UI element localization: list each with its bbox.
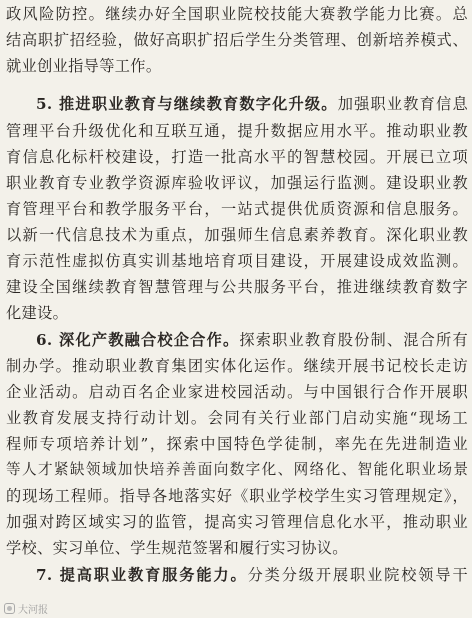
section-title: 6. 深化产教融合校企合作。 <box>36 331 240 349</box>
text-line: 等人才紧缺领域加快培养善面向数字化、网络化、智能化职业场景 <box>6 461 468 478</box>
watermark-logo-icon <box>4 603 15 614</box>
text-line: 政风险防控。继续办好全国职业院校技能大赛教学能力比赛。总 <box>6 5 468 23</box>
text-line: 化建设。 <box>6 304 69 322</box>
text-line: 管理平台升级优化和互联互通，提升数据应用水平。推动职业教 <box>6 122 468 140</box>
text-line: 程师专项培养计划”，探索中国特色学徒制，率先在先进制造业 <box>6 435 468 453</box>
section-heading-5: 5. 推进职业教育与继续教育数字化升级。加强职业教育信息 <box>36 95 468 113</box>
text-line: 业教育发展支持行动计划。会同有关行业部门启动实施“现场工 <box>6 409 468 427</box>
section-heading-7: 7. 提高职业教育服务能力。分类分级开展职业院校领导干 <box>36 566 468 584</box>
text-line: 结高职扩招经验，做好高职扩招后学生分类管理、创新培养模式、 <box>6 31 468 49</box>
section-title: 5. 推进职业教育与继续教育数字化升级。 <box>36 95 338 113</box>
text-line: 加强对跨区域实习的监管，提高实习管理信息化水平，推动职业 <box>6 513 468 531</box>
text-line: 的现场工程师。指导各地落实好《职业学校学生实习管理规定》， <box>6 487 468 505</box>
text-line: 育示范性虚拟仿真实训基地培育项目建设，开展建设成效监测。 <box>6 252 468 270</box>
text-line: 制办学。推动职业教育集团实体化运作。继续开展书记校长走访 <box>6 357 468 375</box>
text-line: 育信息化标杆校建设，打造一批高水平的智慧校园。开展已立项 <box>6 148 468 166</box>
text-line: 学校、实习单位、学生规范签署和履行实习协议。 <box>6 539 348 557</box>
watermark <box>4 601 48 616</box>
text-line: 职业教育专业教学资源库验收评议，加强运行监测。建设职业教 <box>6 174 468 192</box>
text-line: 育管理平台和教学服务平台，一站式提供优质资源和信息服务。 <box>6 200 468 218</box>
text-line: 企业活动。启动百名企业家进校园活动。与中国银行合作开展职 <box>6 383 468 401</box>
section-heading-6: 6. 深化产教融合校企合作。探索职业教育股份制、混合所有 <box>36 331 468 349</box>
text-line: 就业创业指导等工作。 <box>6 57 162 75</box>
section-title: 7. 提高职业教育服务能力。 <box>36 566 248 584</box>
text-line: 建设全国继续教育智慧管理与公共服务平台，推进继续教育数字 <box>6 278 468 296</box>
text-line: 以新一代信息技术为重点，加强师生信息素养教育。深化职业教 <box>6 226 468 244</box>
watermark-text: 大河报 <box>18 605 48 616</box>
